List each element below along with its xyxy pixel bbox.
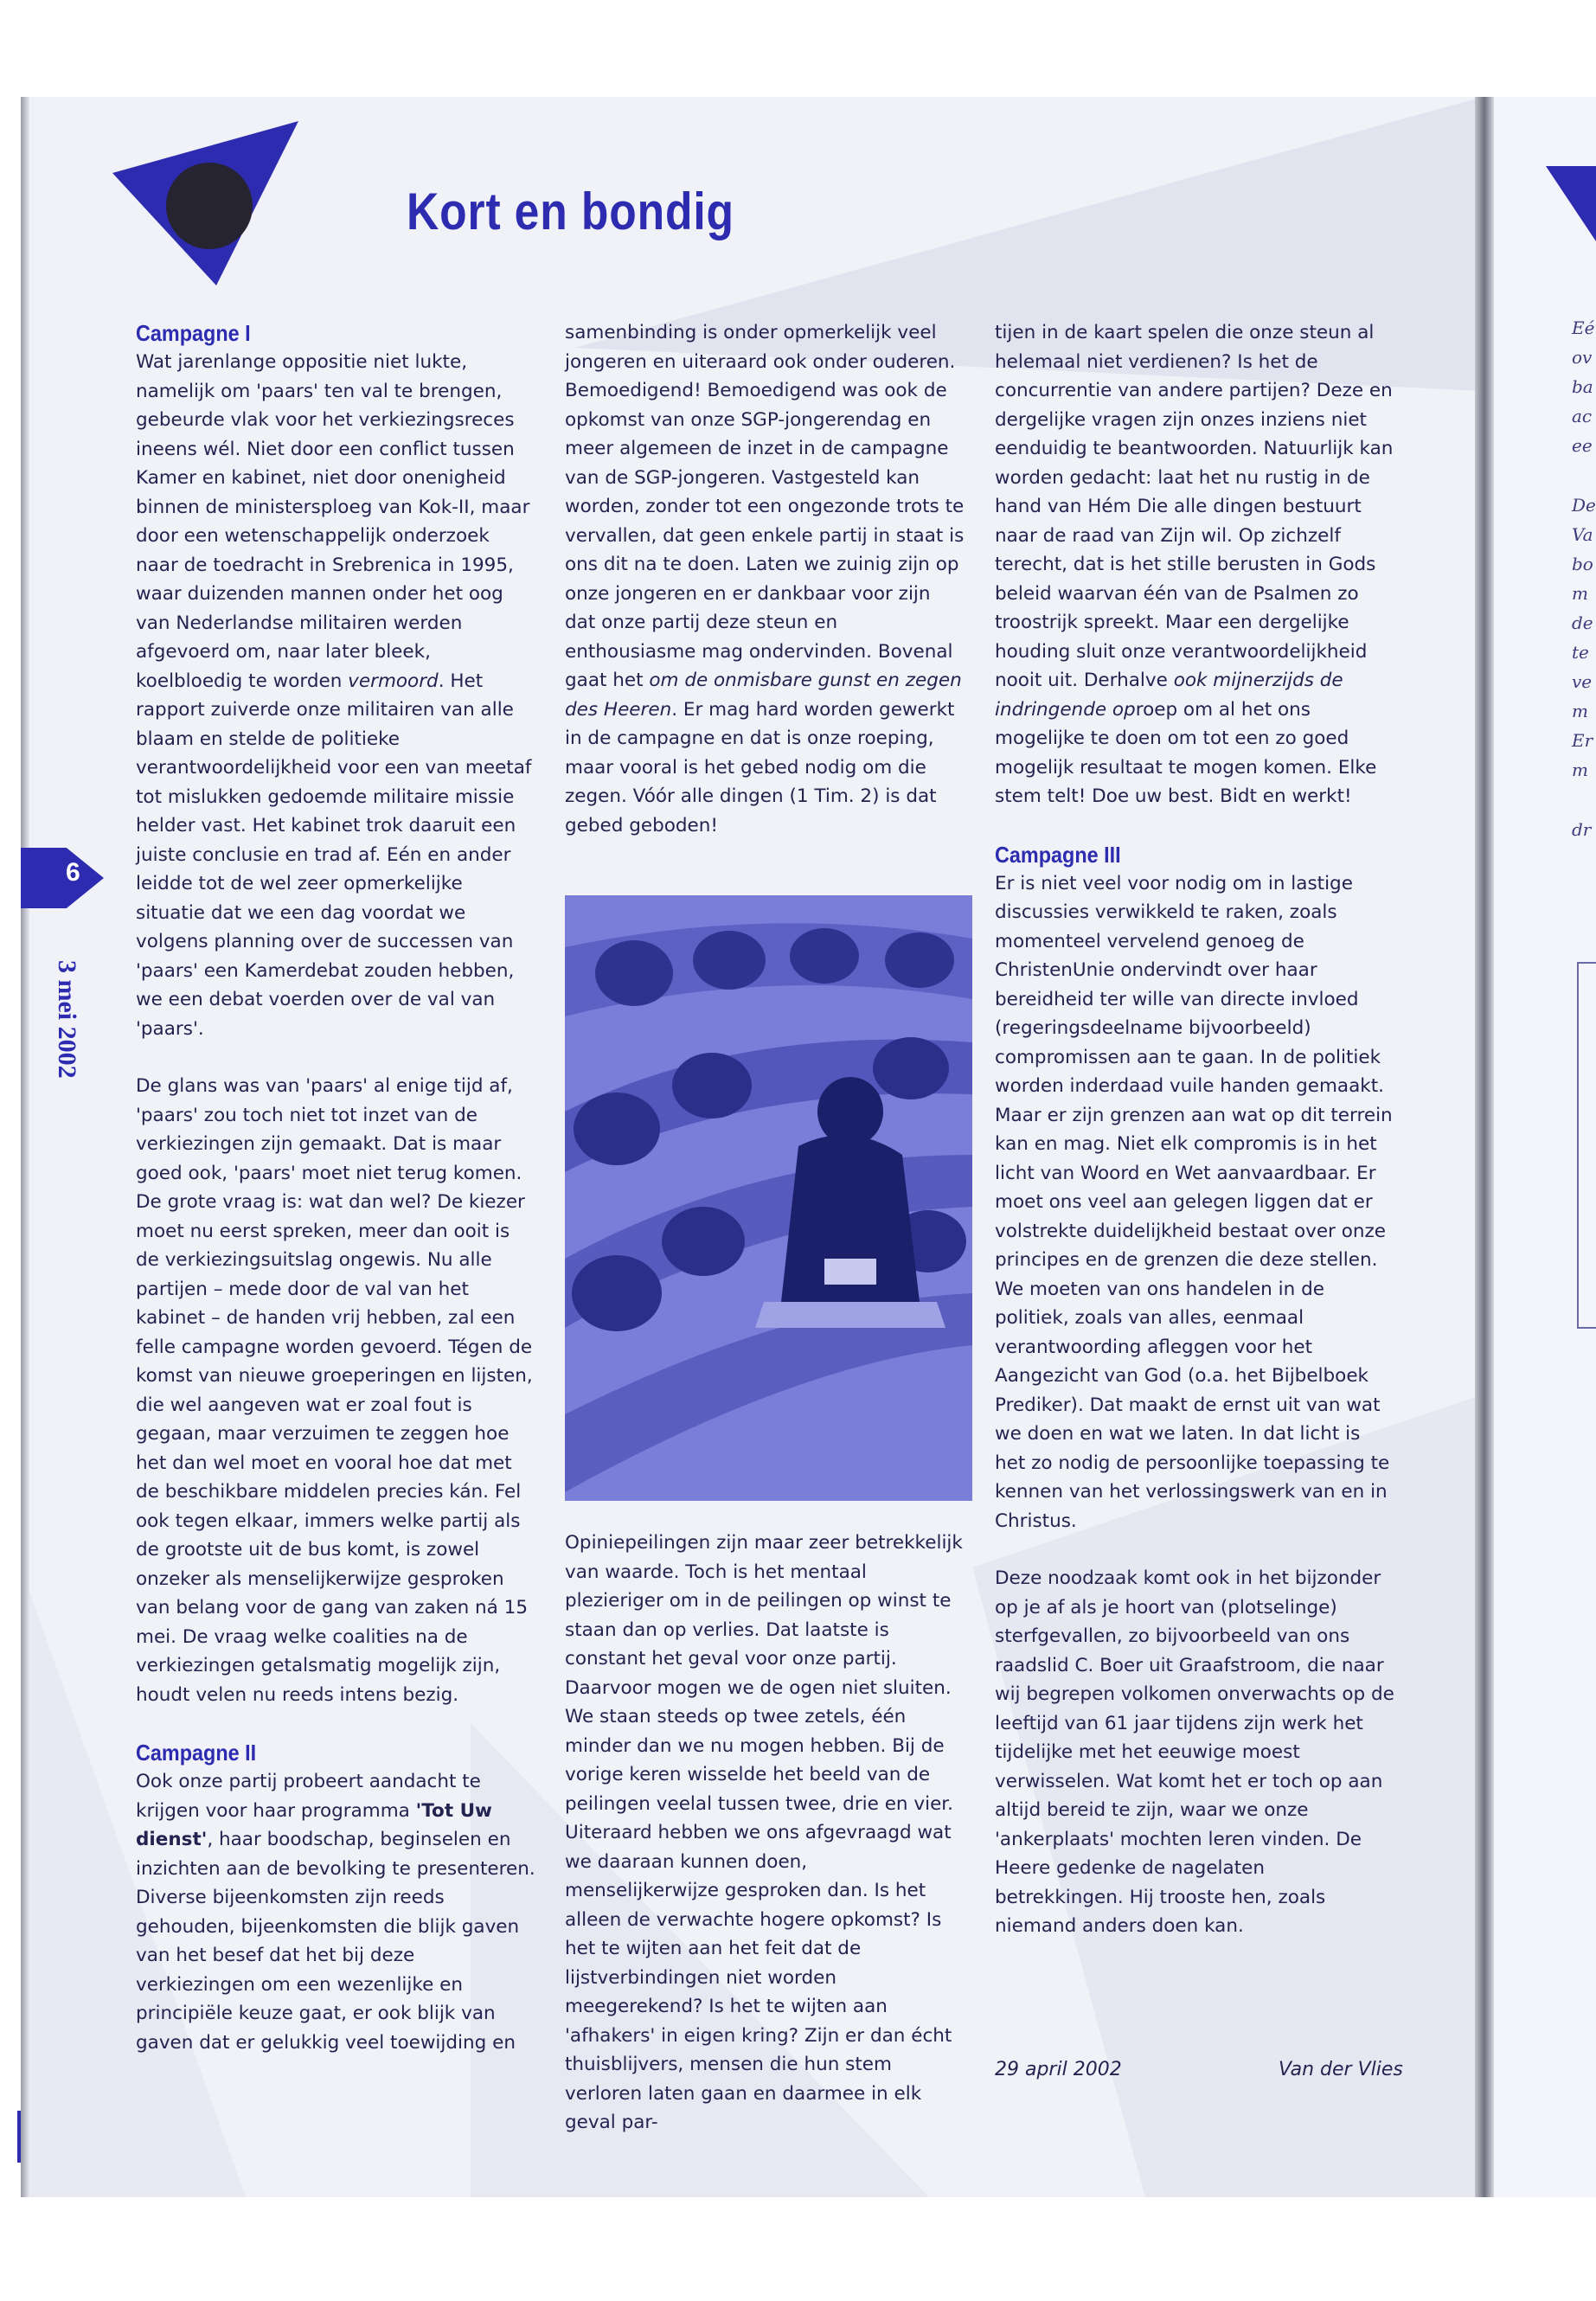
crop-mark [17, 2111, 21, 2163]
fragment: dr [1572, 819, 1592, 840]
column-2 [565, 318, 965, 868]
paragraph: Deze noodzaak komt ook in het bijzonder op je af als je hoort van (plotselinge) sterfgevallen, zo bijvoorbeeld van ons raadslid C. Boer uit Graafstroom, die naar wij begrepen volkomen onverwachts op de leeftijd van 61 jaar tijdens zijn werk het tijdelijke met het eeuwige moest verwisselen. Wat komt het er toch op aan altijd bereid te zijn, waar we onze 'ankerplaats' mochten leren vinden. De Heere gedenke de nagelaten betrekkingen. Hij trooste hen, zoals niemand anders doen kan. [995, 1567, 1394, 1937]
signature-author: Van der Vlies [1279, 2059, 1403, 2080]
section-heading: Campagne I [136, 320, 251, 346]
next-page-edge [1494, 97, 1596, 2197]
paragraph: Ook onze partij probeert aandacht te krijgen voor haar programma 'Tot Uw dienst', haar boodschap, beginselen en inzichten aan de bevolking te presenteren. Diverse bijeenkomsten zijn reeds gehouden, bijeenkomsten die blijk gaven van het besef dat het bij deze verkiezingen om een wezenlijke en principiële keuze gaat, er ook blijk van gaven dat er gelukkig veel toewijding en [136, 1771, 535, 2054]
section-heading: Campagne III [995, 841, 1121, 868]
paragraph: Opiniepeilingen zijn maar zeer betrekkelijk van waarde. Toch is het mentaal plezieriger om in de peilingen op winst te staan dan op verlies. Dat laatste is constant het geval voor onze partij. Daarvoor mogen we de ogen niet sluiten. We staan steeds op twee zetels, één minder dan we nu mogen hebben. Bij de vorige keren wisselde het beeld van de peilingen veelal tussen twee, drie en vier. Uiteraard hebben we ons afgevraagd wat we daaraan kunnen doen, menselijkerwijze gesproken dan. Is het alleen de verwachte hogere opkomst? Is het te wijten aan het feit dat de lijstverbindingen niet worden meegerekend? Is het te wijten aan 'afhakers' in eigen kring? Zijn er dan écht thuisblijvers, mensen die hun stem verloren laten gaan en daarmee in elk geval par- [565, 1532, 963, 2133]
section-heading: Campagne II [136, 1740, 257, 1766]
next-page-triangle-icon [1546, 166, 1596, 244]
issue-date: 3 mei 2002 [53, 960, 81, 1079]
fragment: Er [1572, 730, 1593, 751]
paragraph: tijen in de kaart spelen die onze steun al helemaal niet verdienen? Is het de concurrentie van andere partijen? Deze en dergelijke vragen zijn onzes inziens niet eenduidig te beantwoorden. Natuurlijk kan worden gedacht: laat het nu rustig in de hand van Hém Die alle dingen bestuurt naar de raad van Zijn wil. Op zichzelf terecht, dat is het stille berusten in Gods beleid waarvan één van de Psalmen zo troostrijk spreekt. Maar een dergelijke houding sluit onze verantwoordelijkheid nooit uit. Derhalve ook mijnerzijds de indringende oproep om al het ons mogelijke te doen om tot een zo goed mogelijk resultaat te mogen komen. Elke stem telt! Doe uw best. Bidt en werkt! [995, 322, 1394, 807]
column-2-lower [565, 1529, 965, 2138]
fragment: de [1572, 612, 1593, 633]
fragment: Eé [1572, 317, 1595, 338]
fragment: Va [1572, 524, 1593, 545]
fragment: ve [1572, 671, 1593, 692]
fragment: te [1572, 642, 1589, 663]
column-1 [136, 318, 535, 2057]
paragraph: samenbinding is onder opmerkelijk veel jongeren en uiteraard ook onder ouderen. Bemoedigend! Bemoedigend was ook de opkomst van onze SGP-jongerendag en meer algemeen de inzet in de campagne van de SGP-jongeren. Vastgesteld kan worden, zonder tot een ongezonde trots te vervallen, dat geen enkele partij in staat is ons dit na te doen. Laten we zuinig zijn op onze jongeren en er dankbaar voor zijn dat onze partij deze steun en enthousiasme mag ondervinden. Bovenal gaat het om de onmisbare gunst en zegen des Heeren. Er mag hard worden gewerkt in de campagne en dat is onze roeping, maar vooral is het gebed nodig om die zegen. Vóór alle dingen (1 Tim. 2) is dat gebed geboden! [565, 322, 965, 836]
fragment: m [1572, 701, 1588, 721]
page-number: 6 [66, 858, 80, 887]
fragment: ba [1572, 376, 1593, 397]
column-3 [995, 318, 1394, 1941]
fragment: ac [1572, 406, 1593, 426]
fragment: ov [1572, 347, 1593, 368]
magazine-spine [1475, 97, 1494, 2197]
parliament-photo-icon [565, 895, 972, 1501]
fragment: De [1572, 495, 1596, 516]
paragraph: Wat jarenlange oppositie niet lukte, namelijk om 'paars' ten val te brengen, gebeurde vlak voor het verkiezingsreces ineens wél. Niet door een conflict tussen Kamer en kabinet, niet door onenigheid binnen de ministersploeg van Kok-II, maar door een wetenschappelijk onderzoek naar de toedracht in Srebrenica in 1995, waar duizenden mannen onder het oog van Nederlandse militairen werden afgevoerd om, naar later bleek, koelbloedig te worden vermoord. Het rapport zuiverde onze militairen van alle blaam en stelde de politieke verantwoordelijkheid voor een van meetaf tot mislukken gedoemde militaire missie helder vast. Het kabinet trok daaruit een juiste conclusie en trad af. Eén en ander leidde tot de wel zeer opmerkelijke situatie dat we een dag voordat we volgens planning over de successen van 'paars' een Kamerdebat zouden hebben, we een debat voerden over de val van 'paars'. [136, 351, 532, 1040]
paragraph: Er is niet veel voor nodig om in lastige discussies verwikkeld te raken, zoals momenteel vervelend genoeg de ChristenUnie ondervindt over haar bereidheid ter wille van directe invloed (regeringsdeelname bijvoorbeeld) compromissen aan te gaan. In de politiek worden inderdaad vuile handen gemaakt. Maar er zijn grenzen aan wat op dit terrein kan en mag. Niet elk compromis is in het licht van Woord en Wet aanvaardbaar. Er moet ons veel aan gelegen liggen dat er volstrekte duidelijkheid bestaat over onze principes en de grenzen die deze stellen. We moeten van ons handelen in de politiek, zoals van alles, eenmaal verantwoording afleggen voor het Aangezicht van God (o.a. het Bijbelboek Prediker). Dat maakt de ernst uit van wat we doen en wat we laten. In dat licht is het zo nodig de persoonlijke toepassing te kennen van het verlossingswerk van en in Christus. [995, 872, 1393, 1532]
paragraph: De glans was van 'paars' al enige tijd af, 'paars' zou toch niet tot inzet van de verkiezingen zijn gemaakt. Dat is maar goed ook, 'paars' moet niet terug komen. De grote vraag is: wat dan wel? De kiezer moet nu eerst spreken, meer dan ooit is de verkiezingsuitslag ongewis. Nu alle partijen – mede door de val van het kabinet – de handen vrij hebben, zal een felle campagne worden gevoerd. Tégen de komst van nieuwe groeperingen en lijsten, die wel aangeven wat er zoal fout is gegaan, maar verzuimen te zeggen hoe het dan wel moet en vooral hoe dat met de beschikbare middelen precies kán. Fel ook tegen elkaar, immers welke partij als de grootste uit de bus komt, is zowel onzeker als menselijkerwijze gesproken van belang voor de gang van zaken ná 15 mei. De vraag welke coalities na de verkiezingen getalsmatig mogelijk zijn, houdt velen nu reeds intens bezig. [136, 1075, 533, 1706]
triangle-circle-logo-icon [112, 121, 320, 285]
fragment: m [1572, 760, 1588, 780]
fragment: m [1572, 583, 1588, 604]
page-edge-shadow [21, 97, 29, 2197]
fragment: bo [1572, 554, 1593, 574]
signature-date: 29 april 2002 [995, 2059, 1122, 2080]
fragment: ee [1572, 435, 1593, 456]
page-title: Kort en bondig [407, 183, 734, 240]
next-page-frame [1577, 962, 1596, 1329]
